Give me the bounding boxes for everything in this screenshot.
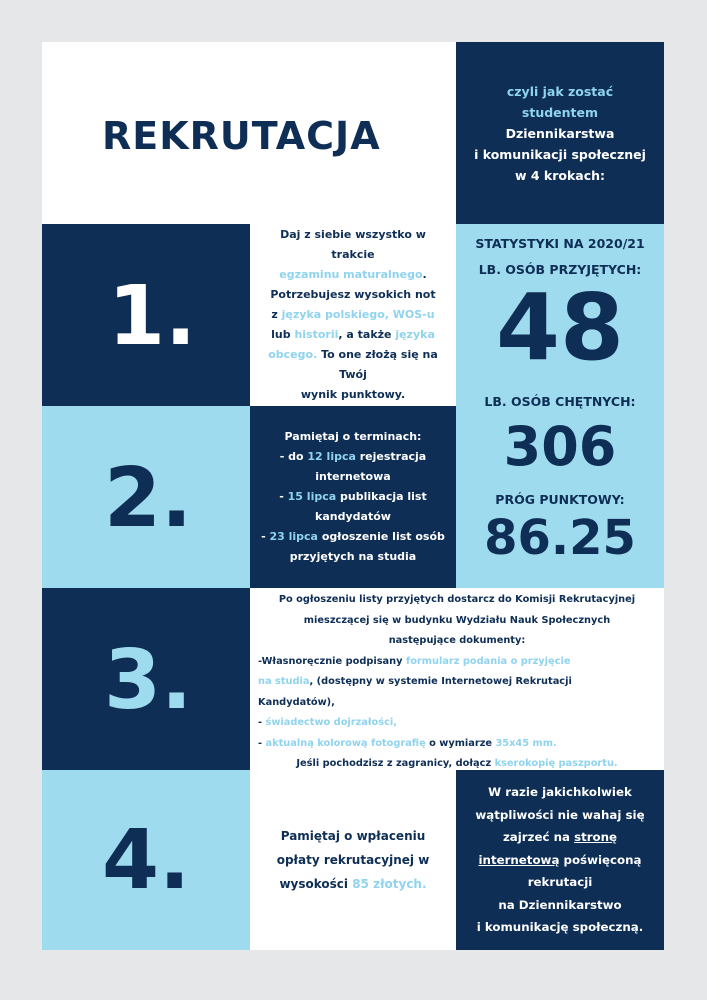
intro-line: i komunikacji społecznej (474, 146, 646, 162)
step-1-text-block (250, 224, 456, 406)
step-text: - (261, 530, 270, 543)
website-link[interactable]: stronę (574, 830, 618, 845)
step-text: z (271, 308, 282, 321)
highlight-text: 85 złotych. (352, 877, 427, 891)
step-text: Daj z siebie wszystko w trakcie (280, 228, 426, 261)
highlight-text: historii (294, 328, 339, 341)
highlight-text: 15 lipca (287, 490, 337, 503)
help-text: rekrutacji (527, 875, 593, 890)
help-text: W razie jakichkolwiek (488, 785, 632, 800)
stats-heading: STATYSTYKI NA 2020/21 (475, 236, 645, 251)
intro-line: w 4 krokach: (514, 167, 606, 183)
step-text: , (dostępny w systemie Internetowej Rekrutacji (309, 676, 572, 687)
step-text: Jeśli pochodzisz z zagranicy, dołącz (296, 758, 495, 769)
highlight-text: formularz podania o przyjęcie (405, 655, 571, 667)
highlight-text: 23 lipca (269, 530, 318, 543)
step-3-number-block (42, 588, 250, 770)
highlight-text: świadectwo dojrzałości, (265, 717, 398, 728)
intro-line: Dziennikarstwa (505, 125, 615, 141)
step-2-number-block (42, 406, 250, 588)
highlight-text: języka polskiego, WOS-u (281, 308, 435, 321)
step-4-text-block (250, 770, 456, 950)
applicants-value: 306 (503, 415, 617, 478)
help-text: zajrzeć na (502, 830, 575, 845)
poster (42, 42, 664, 950)
website-link[interactable]: internetową (478, 852, 560, 867)
step-text: wysokości (279, 877, 353, 891)
step-text: - (258, 717, 266, 728)
admitted-value: 48 (495, 274, 625, 381)
step-text: rejestracja (355, 450, 427, 463)
step-text: , a także (338, 328, 396, 341)
highlight-text: obcego. (268, 348, 318, 361)
step-text: To one złożą się na Twój (317, 348, 438, 381)
step-1-number-block (42, 224, 250, 406)
page-title: REKRUTACJA (102, 114, 381, 158)
highlight-text: na studia (258, 676, 310, 687)
step-number: 4. (102, 813, 191, 908)
step-text: kandydatów (315, 510, 391, 523)
step-text: Pamiętaj o wpłaceniu (280, 829, 426, 843)
step-text: internetowa (315, 470, 391, 483)
applicants-label: LB. OSÓB CHĘTNYCH: (484, 394, 636, 409)
highlight-text: 12 lipca (307, 450, 356, 463)
step-text: ogłoszenie list osób (317, 530, 445, 543)
help-text: poświęconą (559, 852, 642, 867)
step-text: mieszczącej się w budynku Wydziału Nauk Społecznych (303, 614, 611, 626)
step-text: lub (271, 328, 295, 341)
step-text: opłaty rekrutacyjnej w (276, 853, 430, 867)
step-text: Pamiętaj o terminach: (284, 430, 422, 443)
step-text: o wymiarze (425, 737, 496, 749)
help-text: wątpliwości nie wahaj się (475, 807, 645, 822)
step-text: Potrzebujesz wysokich not (270, 288, 436, 301)
step-text: - (279, 490, 288, 503)
intro-block (456, 42, 664, 224)
highlight-text: języka (395, 328, 435, 341)
admitted-label: LB. OSÓB PRZYJĘTYCH: (478, 262, 642, 277)
help-block (456, 770, 664, 950)
step-number: 1. (108, 269, 197, 364)
step-3-text-block (250, 588, 664, 770)
highlight-text: kserokopię paszportu. (494, 758, 618, 769)
step-text: następujące dokumenty: (388, 635, 526, 646)
step-4-number-block (42, 770, 250, 950)
highlight-text: 35x45 mm. (495, 737, 557, 749)
help-text: i komunikację społeczną. (476, 920, 644, 935)
threshold-label: PRÓG PUNKTOWY: (495, 492, 625, 507)
step-text: - (258, 737, 266, 749)
step-text: publikacja list (336, 490, 427, 503)
step-text: przyjętych na studia (289, 550, 417, 563)
step-text: - do (279, 450, 308, 463)
help-text: na Dziennikarstwo (498, 897, 622, 912)
intro-line: studentem (521, 104, 599, 120)
threshold-value: 86.25 (484, 510, 636, 566)
step-text: -Własnoręcznie podpisany (258, 655, 406, 667)
step-number: 3. (104, 633, 193, 728)
step-2-text-block (250, 406, 456, 588)
highlight-text: egzaminu maturalnego (279, 268, 423, 281)
highlight-text: aktualną kolorową fotografię (265, 737, 426, 749)
step-text: wynik punktowy. (300, 388, 406, 401)
step-text: Kandydatów), (258, 696, 335, 708)
statistics-block (456, 224, 664, 588)
intro-line: czyli jak zostać (506, 83, 614, 99)
step-text: Po ogłoszeniu listy przyjętych dostarcz do Komisji Rekrutacyjnej (278, 594, 636, 605)
step-text: . (422, 268, 427, 281)
step-number: 2. (104, 451, 193, 546)
